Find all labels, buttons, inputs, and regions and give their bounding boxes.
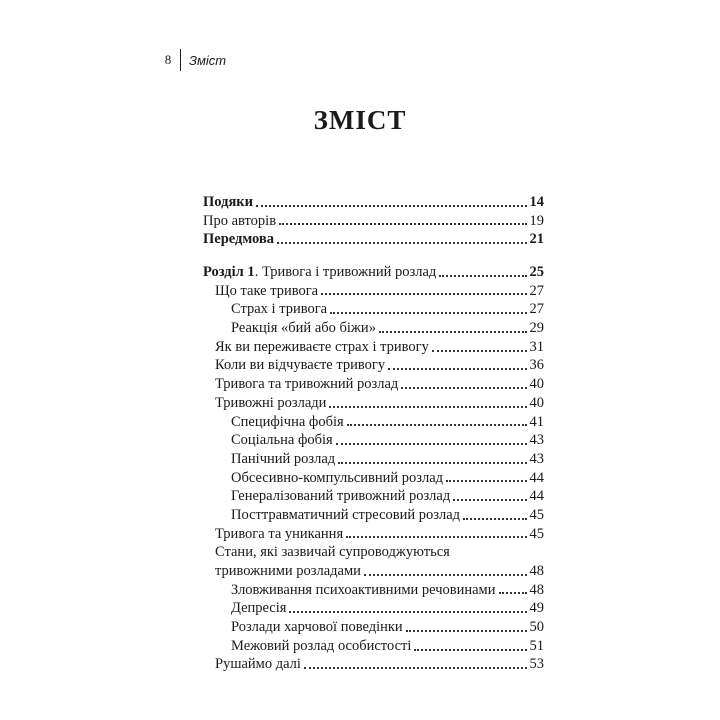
- toc-entry-label: Панічний розлад: [231, 450, 336, 467]
- leader-dots: [346, 534, 526, 538]
- toc-entry: [203, 450, 544, 469]
- leader-dots: [499, 590, 527, 594]
- table-of-contents: [203, 193, 544, 674]
- toc-entry-label: Соціальна фобія: [231, 432, 333, 449]
- toc-entry: [203, 618, 544, 637]
- leader-dots: [401, 385, 526, 389]
- leader-dots: [279, 221, 526, 225]
- toc-entry-page: 48: [529, 563, 544, 580]
- leader-dots: [347, 422, 527, 426]
- toc-entry-label: Передмова: [203, 231, 275, 248]
- leader-dots: [439, 273, 526, 277]
- toc-entry: [203, 212, 544, 231]
- toc-entry: [203, 506, 544, 525]
- toc-entry-page: 51: [529, 637, 544, 654]
- toc-entry: [203, 562, 544, 581]
- toc-entry-page: 27: [529, 301, 544, 318]
- chapter-title: . Тривога і тривожний розлад: [254, 264, 437, 281]
- toc-entry-label: Як ви переживаєте страх і тривогу: [215, 338, 429, 355]
- toc-entry-page: 45: [529, 506, 544, 523]
- toc-entry: [203, 300, 544, 319]
- leader-dots: [304, 665, 527, 669]
- toc-entry-page: 21: [529, 231, 544, 248]
- toc-entry-wrapped-line: [203, 543, 544, 562]
- toc-entry: [203, 394, 544, 413]
- toc-entry-label: Специфічна фобія: [231, 413, 344, 430]
- leader-dots: [289, 609, 526, 613]
- toc-entry-page: 43: [529, 450, 544, 467]
- toc-entry: [203, 469, 544, 488]
- leader-dots: [338, 460, 526, 464]
- section-gap: [203, 249, 544, 263]
- leader-dots: [336, 441, 527, 445]
- toc-entry-label: Тривога та тривожний розлад: [215, 376, 399, 393]
- leader-dots: [453, 497, 526, 501]
- toc-entry: [203, 193, 544, 212]
- toc-entry-page: 44: [529, 488, 544, 505]
- toc-entry-label: Подяки: [203, 193, 253, 210]
- toc-entry-label: Реакція «бий або біжи»: [231, 320, 376, 337]
- leader-dots: [388, 366, 526, 370]
- toc-entry-page: 50: [529, 619, 544, 636]
- toc-entry-page: 27: [529, 282, 544, 299]
- leader-dots: [364, 572, 527, 576]
- toc-entry: [203, 413, 544, 432]
- leader-dots: [329, 404, 526, 408]
- toc-entry-page: 49: [529, 600, 544, 617]
- toc-entry-page: 43: [529, 432, 544, 449]
- toc-entry-label: Тривога та уникання: [215, 525, 344, 542]
- leader-dots: [256, 203, 527, 207]
- toc-entry-page: 14: [529, 193, 544, 210]
- toc-entry-label: Тривожні розлади: [215, 394, 327, 411]
- toc-entry-page: 40: [529, 394, 544, 411]
- toc-entry-page: 25: [529, 264, 544, 281]
- toc-entry-label: Обсесивно-компульсивний розлад: [231, 469, 444, 486]
- toc-entry-label: Зловживання психоактивними речовинами: [231, 581, 496, 598]
- toc-entry-label: [203, 263, 436, 282]
- toc-entry-label: Про авторів: [203, 212, 277, 229]
- toc-entry: [203, 525, 544, 544]
- leader-dots: [446, 478, 526, 482]
- toc-entry: [203, 656, 544, 675]
- page-number: 8: [164, 52, 172, 67]
- toc-entry-page: 40: [529, 376, 544, 393]
- toc-entry: [203, 357, 544, 376]
- toc-entry-page: 19: [529, 212, 544, 229]
- leader-dots: [379, 329, 527, 333]
- header-divider: [180, 49, 181, 71]
- toc-entry-label: Посттравматичний стресовий розлад: [231, 506, 461, 523]
- toc-entry: [203, 230, 544, 249]
- leader-dots: [277, 240, 526, 244]
- running-head: [160, 50, 226, 70]
- running-head-section: Зміст: [189, 52, 227, 68]
- toc-entry: [203, 375, 544, 394]
- toc-entry-label: Рушаймо далі: [215, 656, 301, 673]
- toc-entry-page: 36: [529, 357, 544, 374]
- leader-dots: [330, 310, 526, 314]
- toc-entry-page: 45: [529, 525, 544, 542]
- page-title: ЗМІСТ: [313, 105, 407, 135]
- toc-entry-label: тривожними розладами: [215, 563, 361, 580]
- toc-entry-page: 41: [529, 413, 544, 430]
- toc-entry-page: 44: [529, 469, 544, 486]
- chapter-number: Розділ 1: [203, 264, 255, 281]
- toc-entry-label: Що таке тривога: [215, 282, 319, 299]
- toc-entry-label: Коли ви відчуваєте тривогу: [215, 357, 386, 374]
- toc-entry: [203, 581, 544, 600]
- toc-entry: [203, 338, 544, 357]
- toc-entry-page: 29: [529, 320, 544, 337]
- toc-entry-label: Генералізований тривожний розлад: [231, 488, 451, 505]
- toc-entry: [203, 319, 544, 338]
- toc-entry-label: Депресія: [231, 600, 287, 617]
- toc-chapter-entry: [203, 263, 544, 282]
- toc-entry: [203, 282, 544, 301]
- toc-entry-label: Межовий розлад особистості: [231, 637, 412, 654]
- leader-dots: [414, 647, 526, 651]
- toc-entry: [203, 431, 544, 450]
- leader-dots: [463, 516, 526, 520]
- toc-entry: [203, 599, 544, 618]
- toc-entry-page: 48: [529, 581, 544, 598]
- leader-dots: [406, 628, 527, 632]
- toc-entry: [203, 487, 544, 506]
- leader-dots: [321, 291, 526, 295]
- toc-entry-page: 31: [529, 338, 544, 355]
- toc-entry-label: Стани, які зазвичай супроводжуються: [215, 544, 450, 561]
- toc-entry-label: Страх і тривога: [231, 301, 328, 318]
- toc-entry-page: 53: [529, 656, 544, 673]
- leader-dots: [432, 348, 527, 352]
- toc-entry: [203, 637, 544, 656]
- toc-entry-label: Розлади харчової поведінки: [231, 619, 403, 636]
